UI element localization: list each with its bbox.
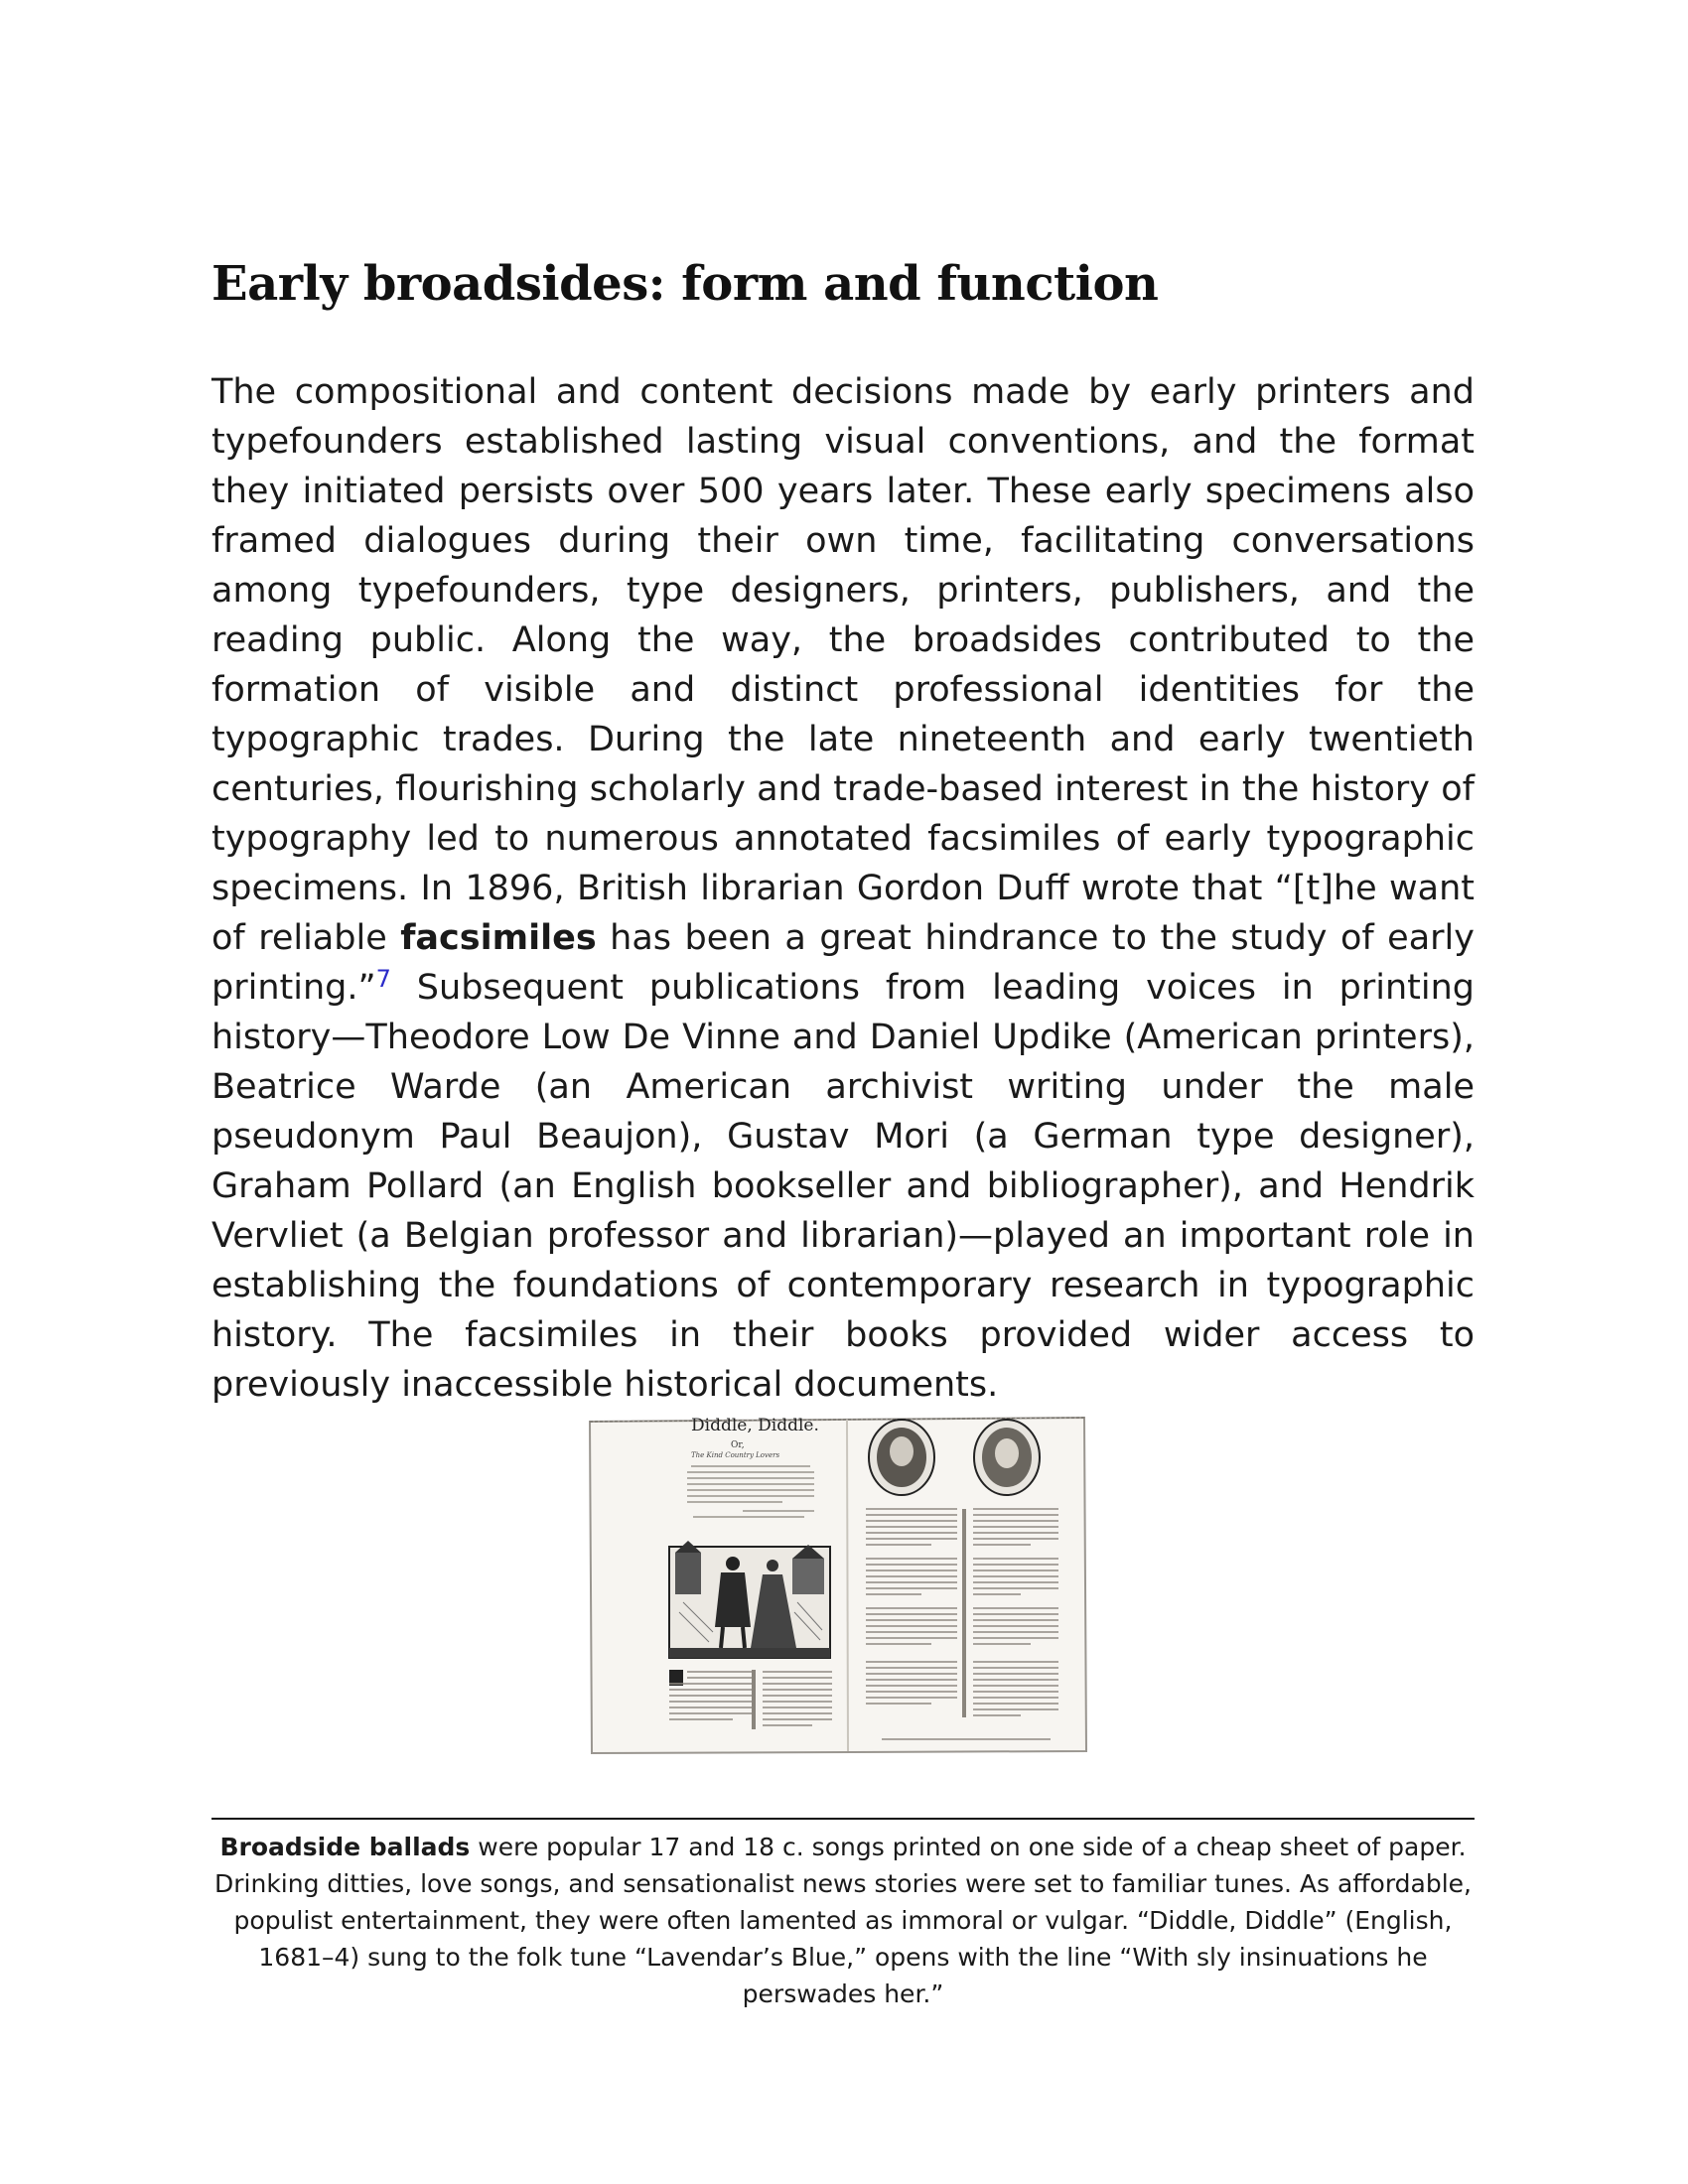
body-text-part-3: Subsequent publications from leading voices in printing history—Theodore Low De Vinne and Daniel Updike (American printers), Beatrice Warde (an American archivist writing under the male pseudonym Paul Beaujon), Gustav Mori (a German type designer), Graham Pollard (an English bookseller and bibliographer), and Hendrik Vervliet (a Belgian professor and librarian)—played an important role in establishing the foundations of contemporary research in typographic history. The facsimiles in their books provided wider access to previously inaccessible historical documents. — [211, 968, 1475, 1405]
caption-divider — [211, 1818, 1475, 1820]
footnote-reference[interactable]: 7 — [375, 965, 391, 993]
section-heading: Early broadsides: form and function — [211, 256, 1159, 312]
body-paragraph — [211, 367, 1475, 1410]
body-text-part-2: has been a great hindrance to the study of early printing.” — [211, 918, 1475, 1008]
ballad-subheading: The Kind Country Lovers — [691, 1451, 780, 1459]
woodcut-illustration — [669, 1541, 830, 1658]
broadside-ballad-image — [584, 1414, 1092, 1756]
caption-text: were popular 17 and 18 c. songs printed on one side of a cheap sheet of paper. Drinking ditties, love songs, and sensationalist news stories were set to familiar tunes. As affordable, populist entertainment, they were often lamented as immoral or vulgar. “Diddle, Diddle” (English, 1681–4) sung to the folk tune “Lavendar’s Blue,” opens with the line “With sly insinuations he perswades her.” — [214, 1833, 1472, 2008]
body-text-part-1: The compositional and content decisions made by early printers and typefounders established lasting visual conventions, and the format they initiated persists over 500 years later. These early specimens also framed dialogues during their own time, facilitating conversations among typefounders, type designers, printers, publishers, and the reading public. Along the way, the broadsides contributed to the formation of visible and distinct professional identities for the typographic trades. During the late nineteenth and early twentieth centuries, flourishing scholarly and trade-based interest in the history of typography led to numerous annotated facsimiles of early typographic specimens. In 1896, British librarian Gordon Duff wrote that “[t]he want of reliable — [211, 372, 1475, 958]
figure-caption — [211, 1829, 1475, 2012]
ballad-subtitle: Or, — [731, 1440, 745, 1450]
broadside-facsimile — [584, 1414, 1092, 1756]
bold-term: facsimiles — [400, 918, 597, 958]
ballad-title: Diddle, Diddle. — [691, 1416, 819, 1435]
caption-bold-lead: Broadside ballads — [219, 1833, 471, 1861]
